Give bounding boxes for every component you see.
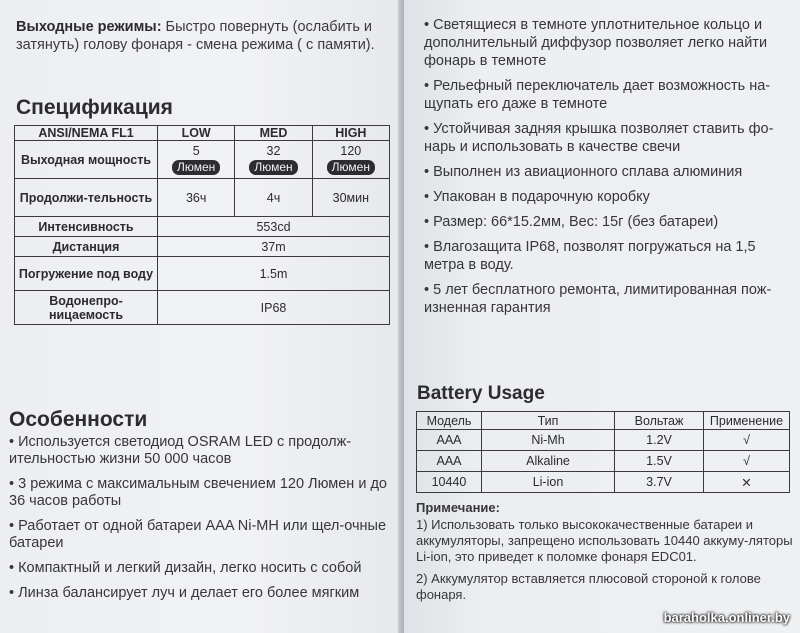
spec-row-submersion [15, 257, 390, 291]
battery-voltage: 1.5V [615, 451, 704, 472]
spec-label-waterproof: Водонепро-ницаемость [15, 291, 158, 325]
spec-label-intensity: Интенсивность [15, 217, 158, 237]
spec-row-runtime [15, 179, 390, 217]
spec-cell-waterproof: IP68 [158, 291, 390, 325]
feature-item: • Работает от одной батареи AAA Ni-MH или щел-очные батареи [9, 518, 387, 551]
table-row [417, 472, 790, 493]
feature-item: • 5 лет бесплатного ремонта, лимитированная пож-изненная гарантия [424, 282, 772, 316]
check-icon: √ [704, 430, 790, 451]
note-item: 2) Аккумулятор вставляется плюсовой стороной к голове фонаря. [416, 571, 761, 602]
spec-row-waterproof [15, 291, 390, 325]
spec-label-submersion: Погружение под воду [15, 257, 158, 291]
feature-item: • Линза балансирует луч и делает его более мягким [9, 585, 360, 601]
spec-header-row [15, 126, 390, 141]
feature-item: • 3 режима с максимальным свечением 120 Люмен и до 36 часов работы [9, 476, 387, 509]
output-modes-label: Выходные режимы: [16, 19, 162, 35]
lumen-badge: Люмен [249, 160, 297, 175]
lumen-badge: Люмен [172, 160, 220, 175]
battery-table [416, 411, 790, 493]
output-modes-paragraph [16, 18, 386, 54]
feature-item: • Используется светодиод OSRAM LED с продолж-ительностью жизни 50 000 часов [9, 434, 352, 467]
features-list [9, 434, 393, 610]
spec-label-distance: Дистанция [15, 237, 158, 257]
spec-header-standard: ANSI/NEMA FL1 [15, 126, 158, 141]
spec-cell-runtime-low: 36ч [158, 179, 235, 217]
battery-model: AAA [417, 451, 482, 472]
feature-item: • Устойчивая задняя крышка позволяет ставить фо-нарь и использовать в качестве свечи [424, 121, 774, 155]
table-row [417, 430, 790, 451]
spec-row-intensity [15, 217, 390, 237]
battery-heading: Battery Usage [417, 383, 545, 404]
spec-table [14, 125, 390, 325]
spec-cell-output-low [158, 141, 235, 179]
battery-header-usage: Применение [704, 412, 790, 430]
battery-header-voltage: Вольтаж [615, 412, 704, 430]
spec-row-output [15, 141, 390, 179]
battery-type: Li-ion [482, 472, 615, 493]
spec-cell-runtime-high: 30мин [312, 179, 389, 217]
output-high-value: 120 [340, 144, 362, 158]
table-row [417, 451, 790, 472]
battery-type: Ni-Mh [482, 430, 615, 451]
battery-voltage: 3.7V [615, 472, 704, 493]
spec-cell-runtime-med: 4ч [235, 179, 312, 217]
watermark: baraholka.onliner.by [663, 610, 790, 625]
spec-header-med: MED [235, 126, 312, 141]
spec-cell-intensity: 553cd [158, 217, 390, 237]
output-modes-text: Быстро повернуть (ослабить и затянуть) голову фонаря - смена режима ( с памяти). [16, 19, 375, 53]
feature-item: • Упакован в подарочную коробку [424, 189, 650, 205]
spec-label-output: Выходная мощность [15, 141, 158, 179]
notes-title: Примечание: [416, 500, 500, 515]
spec-cell-output-med [235, 141, 312, 179]
spec-cell-submersion: 1.5m [158, 257, 390, 291]
feature-item: • Выполнен из авиационного сплава алюминия [424, 164, 743, 180]
feature-item: • Влагозащита IP68, позволят погружаться на 1,5 метра в воду. [424, 239, 756, 273]
spec-cell-output-high [312, 141, 389, 179]
feature-item: • Рельефный переключатель дает возможность на-щупать его даже в темноте [424, 78, 771, 112]
right-feature-list [424, 16, 790, 324]
feature-item: • Размер: 66*15.2мм, Вес: 15г (без батареи) [424, 214, 719, 230]
battery-model: AAA [417, 430, 482, 451]
spec-header-low: LOW [158, 126, 235, 141]
output-low-value: 5 [192, 144, 200, 158]
cross-icon: ✕ [704, 472, 790, 493]
feature-item: • Компактный и легкий дизайн, легко носить с собой [9, 560, 362, 576]
battery-type: Alkaline [482, 451, 615, 472]
features-heading: Особенности [9, 408, 148, 431]
spec-cell-distance: 37m [158, 237, 390, 257]
note-item: 1) Использовать только высококачественные батареи и аккумуляторы, запрещено использовать 10440 аккуму-ляторы Li-ion, это приведет к поломке фонаря EDC01. [416, 517, 793, 564]
lumen-badge: Люмен [327, 160, 375, 175]
notes-section [416, 500, 796, 609]
output-med-value: 32 [266, 144, 281, 158]
battery-model: 10440 [417, 472, 482, 493]
spec-row-distance [15, 237, 390, 257]
spec-label-runtime: Продолжи-тельность [15, 179, 158, 217]
battery-header-model: Модель [417, 412, 482, 430]
battery-header-row [417, 412, 790, 430]
battery-header-type: Тип [482, 412, 615, 430]
spec-heading: Спецификация [16, 96, 173, 119]
battery-voltage: 1.2V [615, 430, 704, 451]
check-icon: √ [704, 451, 790, 472]
feature-item: • Светящиеся в темноте уплотнительное кольцо и дополнительный диффузор позволяет легко найти фонарь в темноте [424, 17, 768, 69]
spec-header-high: HIGH [312, 126, 389, 141]
